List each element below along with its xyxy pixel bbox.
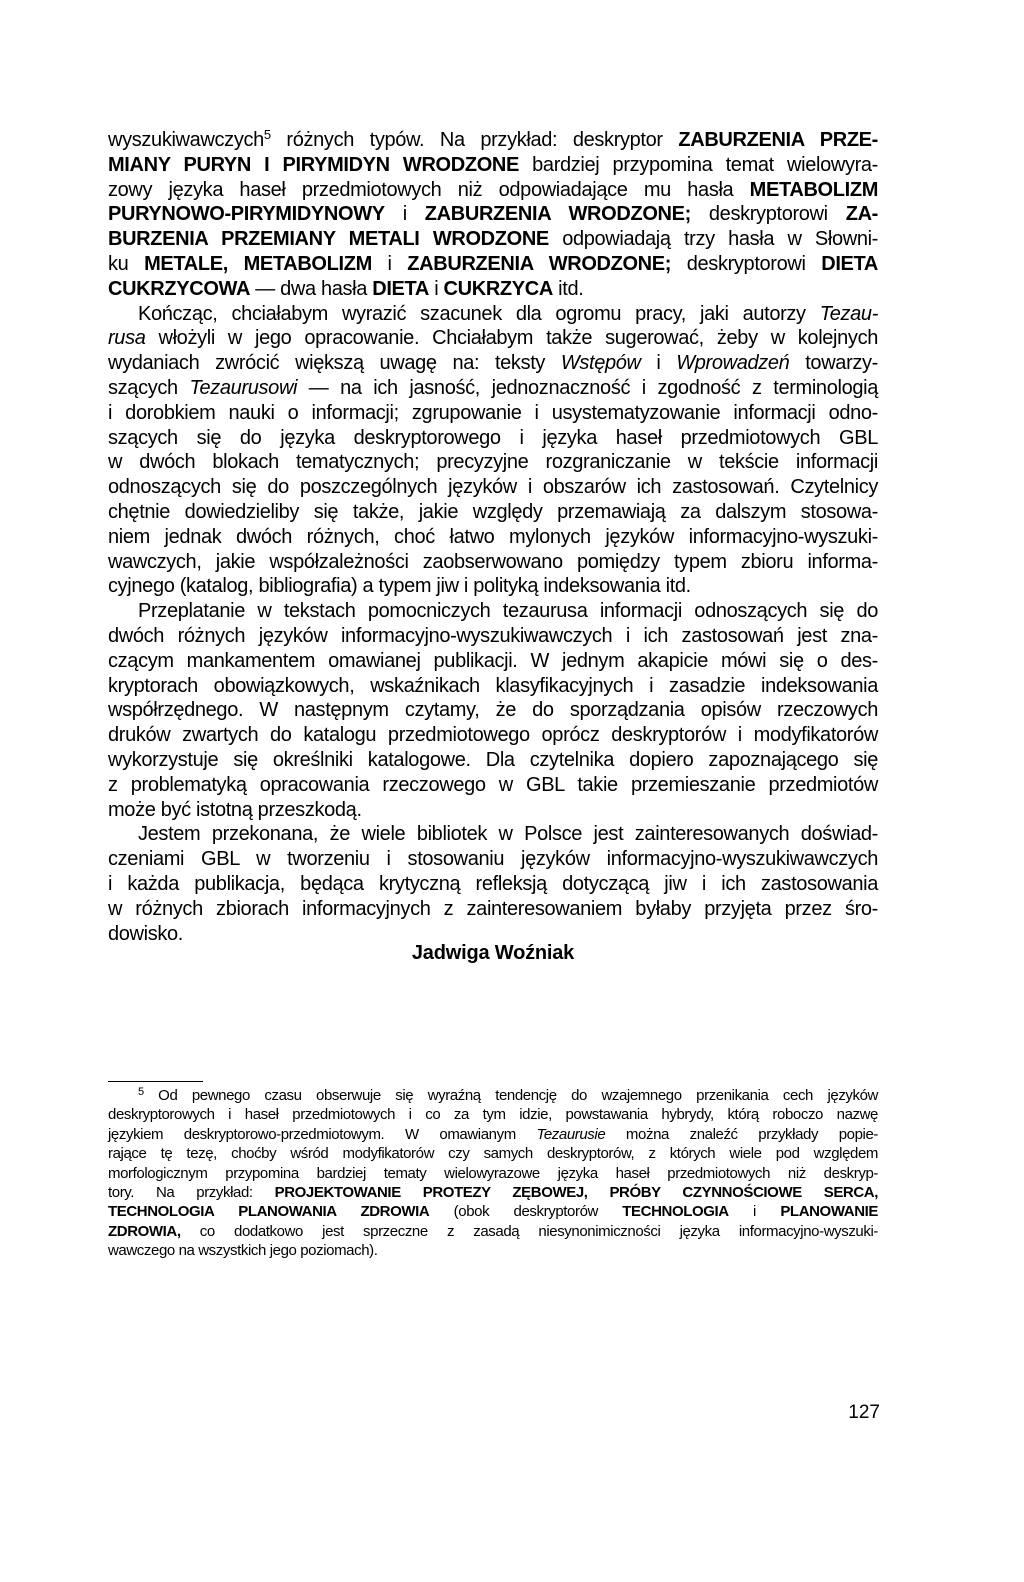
text-line: [108, 822, 878, 847]
text-line: [108, 277, 878, 302]
footnote-marker: 5: [138, 1086, 144, 1098]
footnote: [108, 1086, 878, 1261]
text-run: chętnie dowiedzieliby się także, jakie względy przemawiają za dalszym stosowa-: [108, 500, 878, 523]
text-line: [108, 897, 878, 922]
text-run: dwóch różnych języków informacyjno-wyszukiwawczych i ich zastosowań jest zna-: [108, 624, 878, 647]
text-run: deskryptorowi: [671, 252, 822, 275]
text-line: [108, 674, 878, 699]
text-run: i każda publikacja, będąca krytyczną refleksją dotyczącą jiw i ich zastosowania: [108, 872, 878, 895]
text-run: czącym mankamentem omawianej publikacji. W jednym akapicie mówi się o des-: [108, 649, 878, 672]
text-run: językiem deskryptorowo-przedmiotowym. W omawianym: [108, 1125, 537, 1143]
footnote-line: [108, 1105, 878, 1124]
bold-term: ZA-: [845, 203, 878, 226]
text-line: [108, 252, 878, 277]
bold-term: DIETA: [372, 277, 430, 300]
footnote-line: [108, 1086, 878, 1105]
text-line: [108, 649, 878, 674]
text-run: deskryptorowi: [690, 203, 846, 226]
text-run: można znaleźć przykłady popie-: [605, 1125, 878, 1143]
text-run: (obok deskryptorów: [429, 1203, 623, 1221]
text-line: [108, 698, 878, 723]
text-run: morfologicznym przypomina bardziej tematy wielowyrazowe języka haseł przedmiotowych niż deskryp-: [108, 1164, 878, 1182]
bold-term: MIANY PURYN I PIRYMIDYN WRODZONE: [108, 153, 519, 176]
text-run: Od pewnego czasu obserwuje się wyraźną tendencję do wzajemnego przenikania cech języków: [143, 1087, 878, 1104]
text-run: i: [728, 1203, 781, 1221]
italic-term: rusa: [108, 327, 146, 350]
bold-term: PURYNOWO-PIRYMIDYNOWY: [108, 203, 385, 226]
text-line: [108, 723, 878, 748]
text-run: i: [371, 252, 408, 275]
text-run: Przeplatanie w tekstach pomocniczych tezaurusa informacji odnoszących się do: [138, 600, 878, 623]
footnote-line: [108, 1125, 878, 1144]
italic-term: Tezaurusowi: [189, 376, 298, 399]
text-run: i: [429, 277, 444, 300]
text-line: [108, 847, 878, 872]
author-signature: Jadwiga Woźniak: [411, 942, 575, 964]
text-run: wykorzystuje się określniki katalogowe. Dla czytelnika dopiero zapoznającego się: [108, 748, 878, 771]
text-run: różnych typów. Na przykład: deskryptor: [270, 129, 679, 151]
text-line: [108, 450, 878, 475]
text-line: [108, 550, 878, 575]
text-run: — dwa hasła: [250, 277, 373, 300]
italic-term: Tezau-: [819, 302, 878, 325]
bold-term: CUKRZYCA: [443, 277, 553, 300]
text-line: [108, 624, 878, 649]
bold-term: ZABURZENIA PRZE-: [678, 129, 878, 151]
text-run: odpowiadają trzy hasła w Słowni-: [548, 228, 878, 251]
text-run: i: [640, 352, 677, 375]
bold-term: METALE, METABOLIZM: [144, 252, 372, 275]
text-run: szących: [108, 376, 190, 399]
text-run: z problematyką opracowania rzeczowego w GBL takie przemieszanie przedmiotów: [108, 773, 878, 796]
text-run: czeniami GBL w tworzeniu i stosowaniu języków informacyjno-wyszukiwawczych: [108, 848, 878, 871]
text-line: [108, 525, 878, 550]
bold-term: METABOLIZM: [749, 178, 878, 201]
text-line: [108, 500, 878, 525]
text-run: wawczego na wszystkich jego poziomach).: [108, 1242, 378, 1260]
page-number: 127: [848, 1402, 880, 1423]
text-run: odnoszących się do poszczególnych języków i obszarów ich zastosowań. Czytelnicy: [108, 476, 878, 499]
text-run: wawczych, jakie współzależności zaobserwowano pomiędzy typem zbioru informa-: [108, 550, 878, 573]
text-line: [108, 202, 878, 227]
text-line: [108, 748, 878, 773]
text-run: ku: [108, 252, 145, 275]
text-line: [108, 872, 878, 897]
text-run: towarzy-: [789, 352, 878, 375]
bold-term: TECHNOLOGIA: [622, 1203, 729, 1221]
text-line: [108, 376, 878, 401]
text-run: wyszukiwawczych: [108, 129, 264, 151]
text-run: niem jednak dwóch różnych, choć łatwo mylonych języków informacyjno-wyszuki-: [108, 525, 878, 548]
text-run: w dwóch blokach tematycznych; precyzyjne rozgraniczanie w tekście informacji: [108, 451, 878, 474]
text-line: [108, 227, 878, 252]
text-run: Jestem przekonana, że wiele bibliotek w Polsce jest zainteresowanych doświad-: [138, 823, 878, 846]
footnote-marker: 5: [263, 127, 271, 142]
text-line: [108, 773, 878, 798]
text-run: cyjnego (katalog, bibliografia) a typem jiw i polityką indeksowania itd.: [108, 575, 691, 598]
text-run: co dodatkowo jest sprzeczne z zasadą niesynonimiczności języka informacyjno-wyszuki-: [180, 1222, 878, 1240]
text-run: w różnych zbiorach informacyjnych z zainteresowaniem byłaby przyjęta przez śro-: [108, 897, 878, 920]
text-run: zowy języka haseł przedmiotowych niż odpowiadające mu hasła: [108, 178, 750, 201]
footnote-line: [108, 1202, 878, 1221]
text-run: wydaniach zwrócić większą uwagę na: teksty: [108, 352, 561, 375]
text-line: [108, 351, 878, 376]
text-line: [108, 599, 878, 624]
text-line: [108, 475, 878, 500]
text-run: i dorobkiem nauki o informacji; zgrupowanie i usystematyzowanie informacji odno-: [108, 401, 878, 424]
text-line: [108, 178, 878, 203]
text-run: bardziej przypomina temat wielowyra-: [519, 153, 878, 176]
bold-term: PLANOWANIE: [780, 1203, 878, 1221]
text-run: — na ich jasność, jednoznaczność i zgodność z terminologią: [297, 376, 878, 399]
text-line: [108, 574, 878, 599]
text-line: [108, 326, 878, 351]
text-run: rające tę tezę, choćby wśród modyfikatorów czy samych deskryptorów, z których wiele pod względem: [108, 1145, 878, 1163]
main-text: [108, 128, 878, 946]
text-line: [108, 401, 878, 426]
text-run: Kończąc, chciałabym wyrazić szacunek dla ogromu pracy, jaki autorzy: [138, 302, 820, 325]
text-line: [108, 128, 878, 153]
footnote-line: [108, 1144, 878, 1163]
text-run: tory. Na przykład:: [108, 1183, 275, 1201]
text-run: współrzędnego. W następnym czytamy, że do sporządzania opisów rzeczowych: [108, 699, 878, 722]
bold-term: ZABURZENIA WRODZONE;: [424, 203, 691, 226]
text-run: druków zwartych do katalogu przedmiotowego oprócz deskryptorów i modyfikatorów: [108, 724, 878, 747]
bold-term: ZDROWIA,: [108, 1222, 181, 1240]
footnote-divider: [108, 1081, 203, 1082]
text-run: kryptorach obowiązkowych, wskaźnikach klasyfikacyjnych i zasadzie indeksowania: [108, 674, 878, 697]
footnote-line: [108, 1164, 878, 1183]
text-line: [108, 302, 878, 327]
text-run: deskryptorowych i haseł przedmiotowych i co za tym idzie, powstawania hybrydy, którą roboczo nazwę: [108, 1106, 878, 1124]
text-run: i: [384, 203, 425, 226]
text-run: szących się do języka deskryptorowego i języka haseł przedmiotowych GBL: [108, 426, 878, 449]
italic-term: Wstępów: [560, 352, 641, 375]
bold-term: CUKRZYCOWA: [108, 277, 251, 300]
text-line: [108, 798, 878, 823]
italic-term: Tezaurusie: [536, 1125, 606, 1143]
text-line: [108, 153, 878, 178]
text-run: włożyli w jego opracowanie. Chciałabym także sugerować, żeby w kolejnych: [145, 327, 878, 350]
bold-term: DIETA: [821, 252, 879, 275]
text-line: [108, 426, 878, 451]
bold-term: BURZENIA PRZEMIANY METALI WRODZONE: [108, 228, 549, 251]
footnote-line: [108, 1241, 878, 1260]
footnote-line: [108, 1183, 878, 1202]
bold-term: ZABURZENIA WRODZONE;: [407, 252, 672, 275]
text-run: dowisko.: [108, 922, 184, 945]
text-run: itd.: [552, 277, 584, 300]
bold-term: TECHNOLOGIA PLANOWANIA ZDROWIA: [108, 1203, 430, 1221]
footnote-line: [108, 1222, 878, 1241]
italic-term: Wprowadzeń: [676, 352, 790, 375]
bold-term: PROJEKTOWANIE PROTEZY ZĘBOWEJ, PRÓBY CZYNNOŚCIOWE SERCA,: [274, 1183, 878, 1201]
text-run: może być istotną przeszkodą.: [108, 798, 362, 821]
